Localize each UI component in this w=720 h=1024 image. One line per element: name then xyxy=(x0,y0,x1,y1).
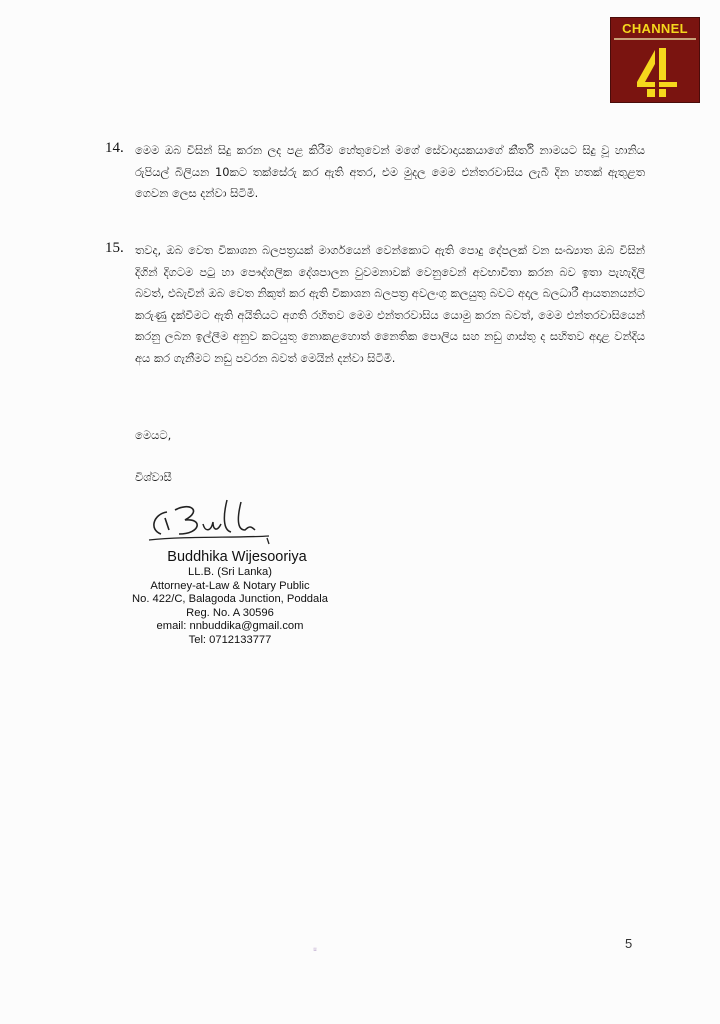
registration-number: Reg. No. A 30596 xyxy=(186,606,274,619)
salutation: මෙයට, xyxy=(135,428,172,442)
logo-label: CHANNEL xyxy=(622,21,688,36)
address: No. 422/C, Balagoda Junction, Poddala xyxy=(132,593,328,606)
signature-block xyxy=(100,549,360,648)
paragraph-text: මෙම ඔබ විසින් සිදු කරන ලද පළ කිරීම හේතුවෙන් මගේ සේවාදායකයාගේ කීර්ති නාමයට සිදු වූ හානිය රුපියල් බිලියන 10කට තක්සේරු කර ඇති අතර, එම මුදල මෙම එන්තරවාසිය ලැබී දින හතක් ඇතුළත ගෙවන ලෙස දන්වා සිටිමි. xyxy=(135,143,645,200)
channel-4-logo xyxy=(610,17,700,103)
signoff: විශ්වාසී xyxy=(135,470,172,484)
logo-divider xyxy=(614,38,696,40)
channel-4-glyph-icon xyxy=(629,44,685,100)
telephone: Tel: 0712133777 xyxy=(188,633,272,646)
email-address: email: nnbuddika@gmail.com xyxy=(156,620,304,633)
paragraph-number: 15. xyxy=(105,240,124,256)
qualification: LL.B. (Sri Lanka) xyxy=(188,566,272,578)
paragraph-15 xyxy=(105,240,645,369)
signatory-name: Buddhika Wijesooriya xyxy=(167,549,307,565)
professional-title: Attorney-at-Law & Notary Public xyxy=(150,579,310,592)
paragraph-number: 14. xyxy=(105,140,124,156)
page-number: 5 xyxy=(625,936,633,951)
scan-artifact: ෂ xyxy=(313,946,318,953)
paragraph-14 xyxy=(105,140,645,205)
paragraph-text: තවද, ඔබ වෙත විකාශන බලපත්‍රයක් මාර්ගයෙන් වෙන්කොට ඇති පොදු දේපලක් වන සංඛ්‍යාත ඔබ විසින් දිගින් දිගටම පටු හා පෞද්ගලික දේශපාලන වුවමනාවක් වෙනුවෙන් අවභාවිතා කරන බව ඉතා පැහැදිලි බවත්, එබැවින් ඔබ වෙත නිකුත් කර ඇති විකාශන බලපත්‍ර අවලංගු කලයුතු බවට අදාල බලධාරී ආයතනයන්ට කරුණු දැක්වීමට ඇති අයිතියට අගති රහිතව මෙම එන්තරවාසිය යොමු කරන බවත්, මෙම එන්තරවාසියෙන් කරනු ලබන ඉල්ලීම අනුව කටයුතු නොකළහොත් නෛතික පොලිය සහ නඩු ගාස්තු ද සහිතව අදාළ වන්දිය අය කර ගැනීමට නඩු පවරන බවත් මෙයින් දන්වා සිටිමි. xyxy=(135,243,645,365)
handwritten-signature xyxy=(145,496,275,551)
